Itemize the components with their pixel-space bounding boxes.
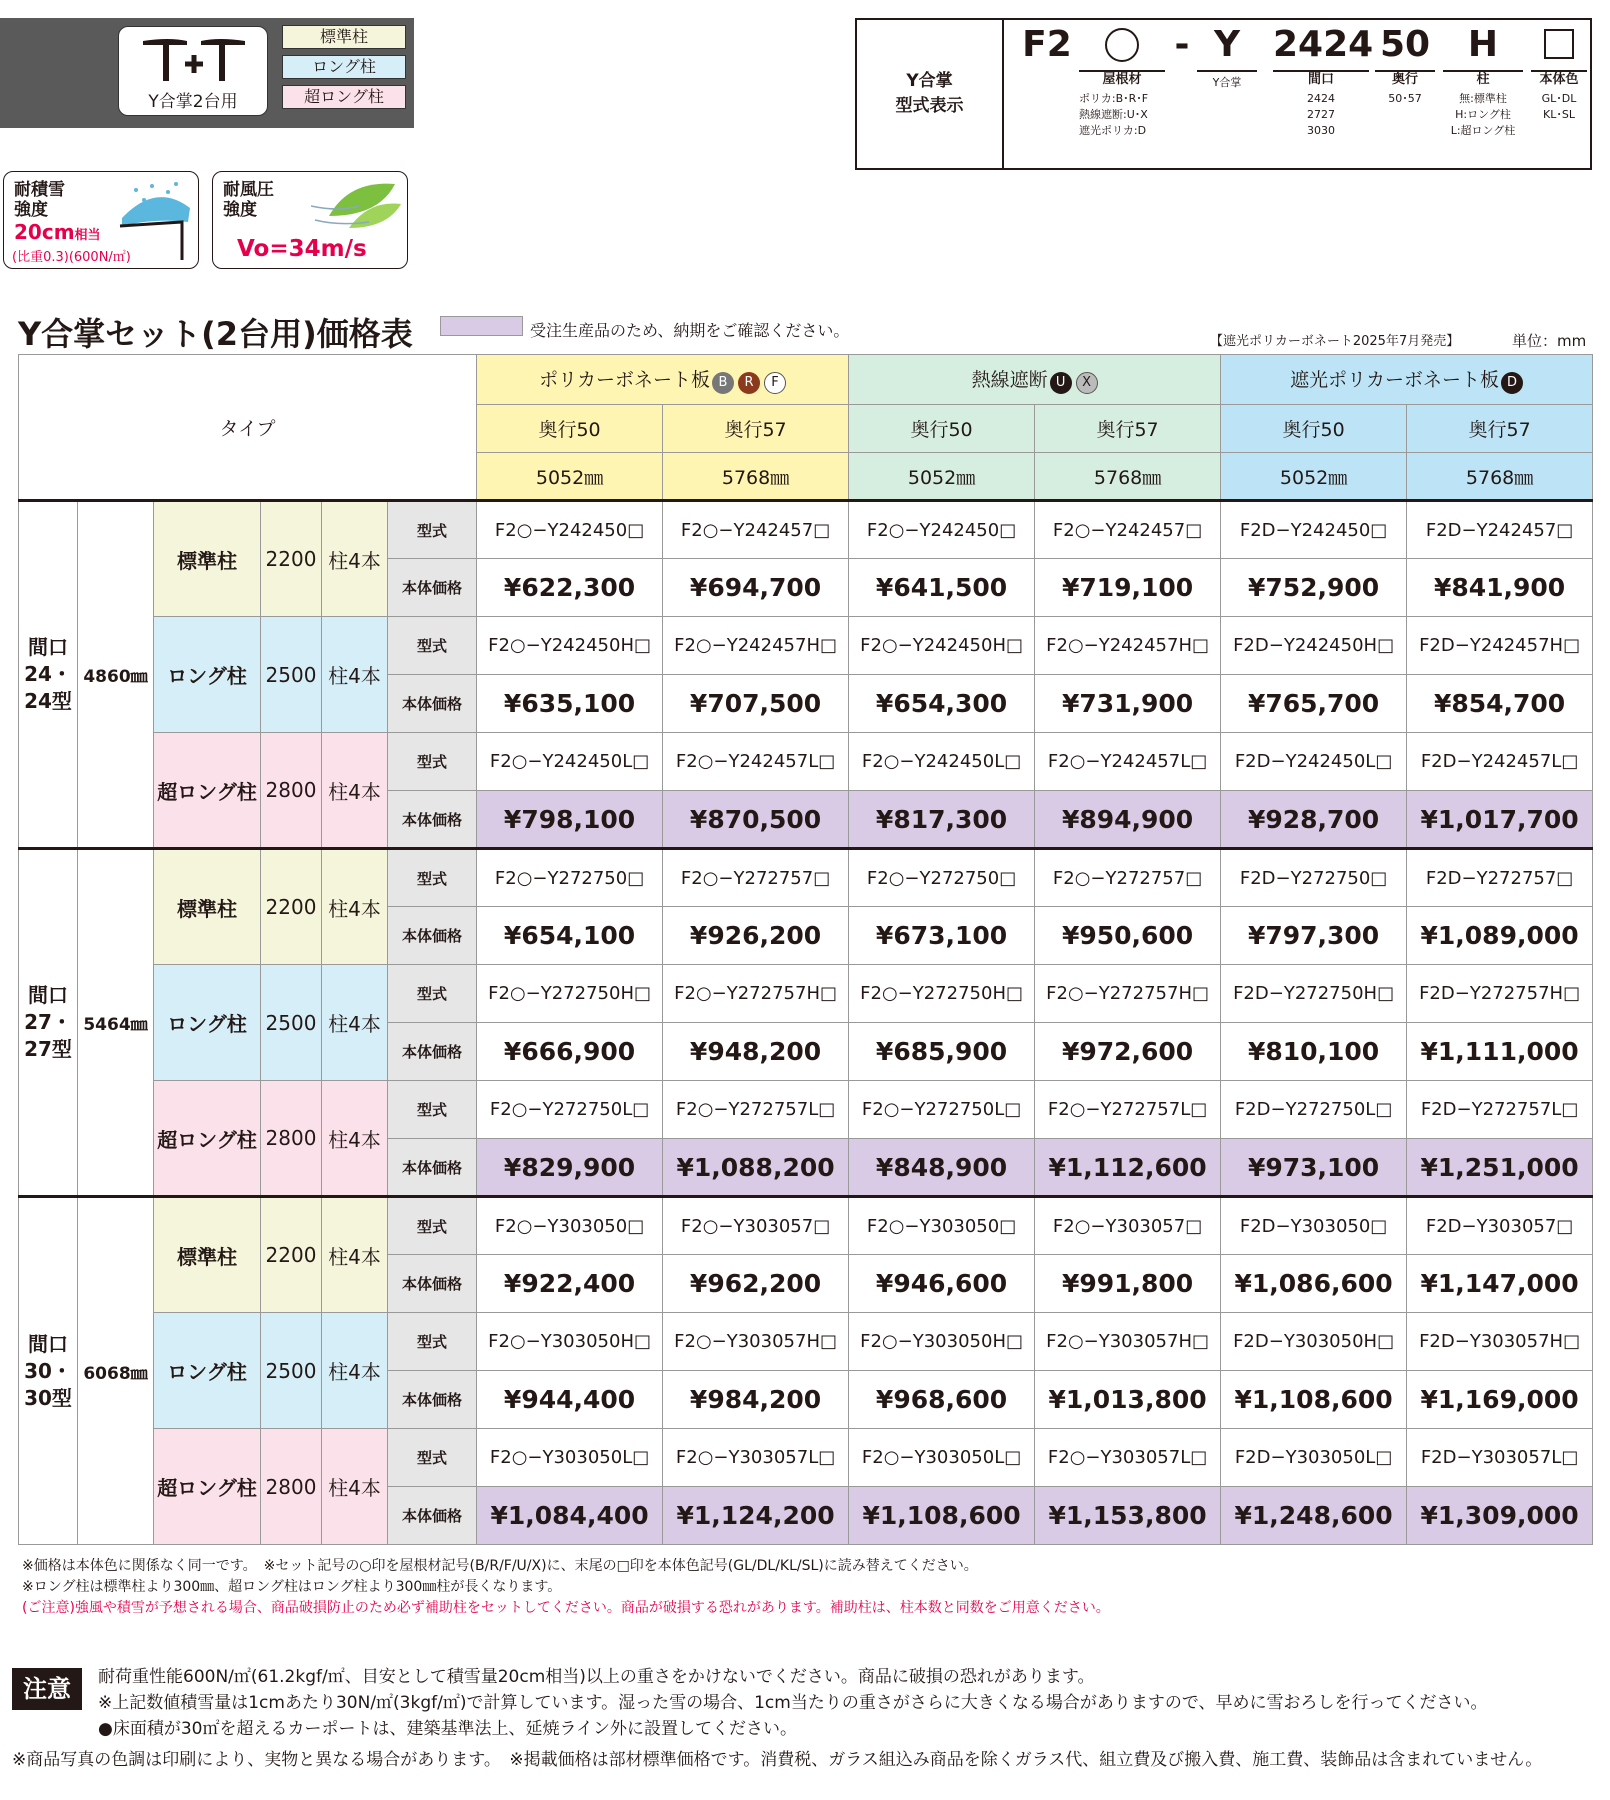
price-cell: ¥841,900 — [1407, 559, 1593, 617]
caution-line: ※上記数値積雪量は1cmあたり30N/㎡(3kgf/㎡)で計算しています。湿った雪の場合、1cm当たりの重さがさらに大きくなる場合がありますので、早めに雪おろしを行ってください。 — [98, 1693, 1488, 1713]
post-type-long: ロング柱 — [154, 965, 261, 1081]
length-header: 5768㎜ — [1035, 453, 1221, 501]
model-cell: F2○−Y272757L□ — [663, 1081, 849, 1139]
price-cell: ¥854,700 — [1407, 675, 1593, 733]
snow-load-title: 耐積雪 強度 — [14, 180, 65, 220]
row-label-price: 本体価格 — [388, 1023, 477, 1081]
model-col-color: 本体色 GL･DL KL･SL — [1531, 20, 1587, 123]
model-cell: F2○−Y303057L□ — [663, 1429, 849, 1487]
snow-load-detail: (比重0.3)(600N/㎡) — [12, 250, 131, 265]
post-count: 柱4本 — [322, 1313, 388, 1429]
price-cell: ¥948,200 — [663, 1023, 849, 1081]
model-cell: F2D−Y303057L□ — [1407, 1429, 1593, 1487]
badge-u-icon: U — [1050, 372, 1072, 394]
price-cell: ¥673,100 — [849, 907, 1035, 965]
post-count: 柱4本 — [322, 501, 388, 617]
model-cell: F2D−Y242457H□ — [1407, 617, 1593, 675]
model-cell: F2D−Y303050H□ — [1221, 1313, 1407, 1371]
price-cell: ¥972,600 — [1035, 1023, 1221, 1081]
square-placeholder-icon — [1544, 29, 1574, 59]
wind-pressure-title: 耐風圧 強度 — [223, 180, 274, 220]
post-type-long: ロング柱 — [154, 617, 261, 733]
depth-header: 奥行50 — [477, 405, 663, 453]
release-note: 【遮光ポリカーボネート2025年7月発売】 — [1210, 334, 1460, 349]
depth-header: 奥行57 — [1407, 405, 1593, 453]
post-type-extra-long: 超ロング柱 — [154, 733, 261, 849]
price-cell: ¥946,600 — [849, 1255, 1035, 1313]
post-height: 2500 — [261, 617, 322, 733]
row-label-model: 型式 — [388, 733, 477, 791]
row-label-price: 本体価格 — [388, 791, 477, 849]
caution-line: 耐荷重性能600N/㎡(61.2kgf/㎡、目安として積雪量20cm相当)以上の重さをかけないでください。商品に破損の恐れがあります。 — [98, 1667, 1095, 1687]
post-height: 2800 — [261, 733, 322, 849]
badge-d-icon: D — [1501, 372, 1523, 394]
price-cell: ¥894,900 — [1035, 791, 1221, 849]
price-cell: ¥1,251,000 — [1407, 1139, 1593, 1197]
badge-f-icon: F — [764, 372, 786, 394]
caution-line: ●床面積が30㎡を超えるカーポートは、建築基準法上、延焼ライン外に設置してください。 — [98, 1719, 797, 1739]
model-code-label: Y合掌 型式表示 — [857, 20, 1004, 168]
length-header: 5768㎜ — [1407, 453, 1593, 501]
model-cell: F2○−Y242450L□ — [477, 733, 663, 791]
model-cell: F2○−Y303050H□ — [477, 1313, 663, 1371]
price-cell: ¥1,084,400 — [477, 1487, 663, 1545]
price-cell: ¥654,300 — [849, 675, 1035, 733]
depth-header: 奥行50 — [849, 405, 1035, 453]
post-type-standard: 標準柱 — [154, 501, 261, 617]
price-cell: ¥1,112,600 — [1035, 1139, 1221, 1197]
snow-load-badge — [3, 171, 199, 269]
price-cell: ¥829,900 — [477, 1139, 663, 1197]
model-col-width: 2424 間口 2424 2727 3030 — [1273, 24, 1374, 137]
post-height: 2200 — [261, 1197, 322, 1313]
price-cell: ¥1,086,600 — [1221, 1255, 1407, 1313]
model-cell: F2D−Y272750□ — [1221, 849, 1407, 907]
model-cell: F2○−Y272750□ — [849, 849, 1035, 907]
post-count: 柱4本 — [322, 733, 388, 849]
price-cell: ¥1,089,000 — [1407, 907, 1593, 965]
model-cell: F2○−Y242457L□ — [663, 733, 849, 791]
price-cell: ¥817,300 — [849, 791, 1035, 849]
depth-header: 奥行57 — [1035, 405, 1221, 453]
group-header-heat-block: 熱線遮断 U X — [849, 355, 1221, 405]
price-cell: ¥1,248,600 — [1221, 1487, 1407, 1545]
row-label-price: 本体価格 — [388, 675, 477, 733]
price-cell: ¥1,013,800 — [1035, 1371, 1221, 1429]
bottom-note: ※商品写真の色調は印刷により、実物と異なる場合があります。 ※掲載価格は部材標準価格です。消費税、ガラス組込み商品を除くガラス代、組立費及び搬入費、施工費、装飾品は含まれていません。 — [12, 1750, 1543, 1770]
group-header-polycarbonate: ポリカーボネート板 B R F — [477, 355, 849, 405]
badge-b-icon: B — [712, 372, 734, 394]
model-cell: F2○−Y303057H□ — [663, 1313, 849, 1371]
row-label-model: 型式 — [388, 617, 477, 675]
width-label: 間口 27・ 27型 — [19, 849, 78, 1197]
snow-load-suffix: 相当 — [74, 228, 101, 243]
post-height: 2500 — [261, 965, 322, 1081]
model-cell: F2D−Y303050L□ — [1221, 1429, 1407, 1487]
model-cell: F2○−Y242457□ — [663, 501, 849, 559]
made-to-order-swatch — [440, 316, 523, 336]
price-cell: ¥1,017,700 — [1407, 791, 1593, 849]
width-value: 4860㎜ — [78, 501, 154, 849]
model-cell: F2○−Y303057□ — [663, 1197, 849, 1255]
model-cell: F2○−Y272750H□ — [849, 965, 1035, 1023]
length-header: 5052㎜ — [1221, 453, 1407, 501]
caution-text — [98, 1664, 1488, 1742]
model-cell: F2○−Y242457H□ — [663, 617, 849, 675]
model-cell: F2○−Y303050□ — [849, 1197, 1035, 1255]
price-cell: ¥926,200 — [663, 907, 849, 965]
model-cell: F2○−Y242450L□ — [849, 733, 1035, 791]
length-header: 5768㎜ — [663, 453, 849, 501]
carport-icon — [139, 35, 249, 85]
post-height: 2200 — [261, 501, 322, 617]
width-label: 間口 30・ 30型 — [19, 1197, 78, 1545]
price-cell: ¥641,500 — [849, 559, 1035, 617]
price-cell: ¥635,100 — [477, 675, 663, 733]
width-value: 5464㎜ — [78, 849, 154, 1197]
post-count: 柱4本 — [322, 1429, 388, 1545]
model-col-roof: 屋根材 ポリカ:B･R･F 熱線遮断:U･X 遮光ポリカ:D — [1079, 20, 1165, 139]
post-type-standard: 標準柱 — [154, 1197, 261, 1313]
model-cell: F2○−Y303050L□ — [849, 1429, 1035, 1487]
row-label-price: 本体価格 — [388, 1487, 477, 1545]
product-logo — [118, 26, 268, 116]
price-cell: ¥810,100 — [1221, 1023, 1407, 1081]
group-header-shade-polycarbonate: 遮光ポリカーボネート板 D — [1221, 355, 1593, 405]
model-cell: F2○−Y272750H□ — [477, 965, 663, 1023]
model-cell: F2D−Y303050□ — [1221, 1197, 1407, 1255]
price-cell: ¥707,500 — [663, 675, 849, 733]
model-cell: F2D−Y242450L□ — [1221, 733, 1407, 791]
model-cell: F2D−Y272757H□ — [1407, 965, 1593, 1023]
price-cell: ¥1,111,000 — [1407, 1023, 1593, 1081]
row-label-model: 型式 — [388, 1197, 477, 1255]
width-value: 6068㎜ — [78, 1197, 154, 1545]
post-height: 2800 — [261, 1429, 322, 1545]
price-cell: ¥666,900 — [477, 1023, 663, 1081]
post-height: 2200 — [261, 849, 322, 965]
model-cell: F2○−Y303050H□ — [849, 1313, 1035, 1371]
depth-header: 奥行50 — [1221, 405, 1407, 453]
model-cell: F2○−Y272757□ — [1035, 849, 1221, 907]
price-cell: ¥797,300 — [1221, 907, 1407, 965]
row-label-model: 型式 — [388, 1429, 477, 1487]
model-col-series: F2 — [1022, 24, 1072, 65]
wind-leaf-icon — [309, 176, 405, 236]
price-cell: ¥848,900 — [849, 1139, 1035, 1197]
price-cell: ¥765,700 — [1221, 675, 1407, 733]
model-cell: F2○−Y272750L□ — [477, 1081, 663, 1139]
model-cell: F2○−Y242457□ — [1035, 501, 1221, 559]
length-header: 5052㎜ — [477, 453, 663, 501]
price-cell: ¥1,169,000 — [1407, 1371, 1593, 1429]
post-type-extra-long: 超ロング柱 — [154, 1081, 261, 1197]
post-type-long: ロング柱 — [154, 1313, 261, 1429]
price-cell: ¥922,400 — [477, 1255, 663, 1313]
model-cell: F2○−Y242450H□ — [477, 617, 663, 675]
post-count: 柱4本 — [322, 1197, 388, 1313]
model-cell: F2○−Y272757□ — [663, 849, 849, 907]
row-label-price: 本体価格 — [388, 1255, 477, 1313]
price-cell: ¥950,600 — [1035, 907, 1221, 965]
model-cell: F2○−Y303057L□ — [1035, 1429, 1221, 1487]
snow-load-value: 20cm — [14, 220, 75, 244]
price-cell: ¥752,900 — [1221, 559, 1407, 617]
model-cell: F2D−Y242450H□ — [1221, 617, 1407, 675]
model-cell: F2○−Y303050L□ — [477, 1429, 663, 1487]
row-label-price: 本体価格 — [388, 559, 477, 617]
caution-label: 注意 — [12, 1668, 82, 1710]
price-cell: ¥1,153,800 — [1035, 1487, 1221, 1545]
footnote: ※ロング柱は標準柱より300㎜、超ロング柱はロング柱より300㎜柱が長くなります。 — [22, 1579, 562, 1595]
price-cell: ¥928,700 — [1221, 791, 1407, 849]
model-col-post: H 柱 無:標準柱 H:ロング柱 L:超ロング柱 — [1443, 20, 1523, 139]
model-col-y: Y Y合掌 — [1197, 20, 1257, 91]
post-count: 柱4本 — [322, 849, 388, 965]
tag-standard-post: 標準柱 — [282, 25, 406, 49]
model-cell: F2D−Y272757□ — [1407, 849, 1593, 907]
model-cell: F2○−Y242457L□ — [1035, 733, 1221, 791]
model-cell: F2○−Y303050□ — [477, 1197, 663, 1255]
model-cell: F2○−Y242450□ — [849, 501, 1035, 559]
price-cell: ¥1,147,000 — [1407, 1255, 1593, 1313]
unit-label: 単位：mm — [1512, 332, 1587, 350]
tag-extra-long-post: 超ロング柱 — [282, 85, 406, 109]
model-cell: F2D−Y242457L□ — [1407, 733, 1593, 791]
row-label-price: 本体価格 — [388, 1371, 477, 1429]
model-cell: F2D−Y303057H□ — [1407, 1313, 1593, 1371]
model-col-dash: - — [1174, 24, 1190, 65]
model-cell: F2D−Y272750L□ — [1221, 1081, 1407, 1139]
width-label: 間口 24・ 24型 — [19, 501, 78, 849]
price-cell: ¥731,900 — [1035, 675, 1221, 733]
row-label-model: 型式 — [388, 501, 477, 559]
model-cell: F2○−Y272757H□ — [1035, 965, 1221, 1023]
model-cell: F2D−Y272757L□ — [1407, 1081, 1593, 1139]
price-table — [18, 354, 1593, 1545]
price-cell: ¥654,100 — [477, 907, 663, 965]
price-cell: ¥870,500 — [663, 791, 849, 849]
price-cell: ¥622,300 — [477, 559, 663, 617]
model-cell: F2○−Y272750L□ — [849, 1081, 1035, 1139]
price-cell: ¥798,100 — [477, 791, 663, 849]
row-label-model: 型式 — [388, 849, 477, 907]
model-cell: F2D−Y242457□ — [1407, 501, 1593, 559]
post-count: 柱4本 — [322, 965, 388, 1081]
model-cell: F2○−Y272750□ — [477, 849, 663, 907]
model-cell: F2D−Y303057□ — [1407, 1197, 1593, 1255]
row-label-price: 本体価格 — [388, 1139, 477, 1197]
post-count: 柱4本 — [322, 617, 388, 733]
price-cell: ¥1,309,000 — [1407, 1487, 1593, 1545]
circle-placeholder-icon — [1105, 28, 1139, 62]
model-cell: F2○−Y272757H□ — [663, 965, 849, 1023]
price-cell: ¥973,100 — [1221, 1139, 1407, 1197]
post-type-extra-long: 超ロング柱 — [154, 1429, 261, 1545]
price-cell: ¥944,400 — [477, 1371, 663, 1429]
model-code-box — [855, 18, 1592, 170]
price-cell: ¥1,088,200 — [663, 1139, 849, 1197]
footnotes — [22, 1556, 1110, 1619]
page-title: Y合掌セット(2台用)価格表 — [18, 315, 413, 353]
logo-caption: Y合掌2台用 — [148, 92, 238, 112]
model-cell: F2○−Y272757L□ — [1035, 1081, 1221, 1139]
row-label-model: 型式 — [388, 965, 477, 1023]
model-cell: F2D−Y272750H□ — [1221, 965, 1407, 1023]
model-cell: F2D−Y242450□ — [1221, 501, 1407, 559]
price-cell: ¥1,108,600 — [1221, 1371, 1407, 1429]
snow-roof-icon — [116, 178, 196, 264]
post-height: 2500 — [261, 1313, 322, 1429]
tag-long-post: ロング柱 — [282, 55, 406, 79]
row-label-price: 本体価格 — [388, 907, 477, 965]
price-cell: ¥968,600 — [849, 1371, 1035, 1429]
model-cell: F2○−Y242457H□ — [1035, 617, 1221, 675]
badge-x-icon: X — [1076, 372, 1098, 394]
footnote: ※価格は本体色に関係なく同一です。 ※セット記号の○印を屋根材記号(B/R/F/U/X)に、末尾の□印を本体色記号(GL/DL/KL/SL)に読み替えてください。 — [22, 1558, 978, 1574]
model-cell: F2○−Y303057H□ — [1035, 1313, 1221, 1371]
price-cell: ¥984,200 — [663, 1371, 849, 1429]
wind-pressure-value: Vo=34m/s — [237, 236, 367, 262]
model-cell: F2○−Y303057□ — [1035, 1197, 1221, 1255]
row-label-model: 型式 — [388, 1081, 477, 1139]
depth-header: 奥行57 — [663, 405, 849, 453]
row-label-model: 型式 — [388, 1313, 477, 1371]
price-cell: ¥685,900 — [849, 1023, 1035, 1081]
model-cell: F2○−Y242450H□ — [849, 617, 1035, 675]
model-col-depth: 50 奥行 50･57 — [1375, 20, 1435, 107]
post-type-standard: 標準柱 — [154, 849, 261, 965]
price-cell: ¥991,800 — [1035, 1255, 1221, 1313]
price-cell: ¥962,200 — [663, 1255, 849, 1313]
made-to-order-note: 受注生産品のため、納期をご確認ください。 — [530, 321, 850, 340]
badge-r-icon: R — [738, 372, 760, 394]
footnote-warning: (ご注意)強風や積雪が予想される場合、商品破損防止のため必ず補助柱をセットしてください。商品が破損する恐れがあります。補助柱は、柱本数と同数をご用意ください。 — [22, 1600, 1110, 1616]
price-cell: ¥1,108,600 — [849, 1487, 1035, 1545]
price-cell: ¥1,124,200 — [663, 1487, 849, 1545]
post-height: 2800 — [261, 1081, 322, 1197]
post-count: 柱4本 — [322, 1081, 388, 1197]
type-header: タイプ — [19, 355, 477, 501]
wind-pressure-badge — [212, 171, 408, 269]
model-cell: F2○−Y242450□ — [477, 501, 663, 559]
price-cell: ¥719,100 — [1035, 559, 1221, 617]
length-header: 5052㎜ — [849, 453, 1035, 501]
price-cell: ¥694,700 — [663, 559, 849, 617]
